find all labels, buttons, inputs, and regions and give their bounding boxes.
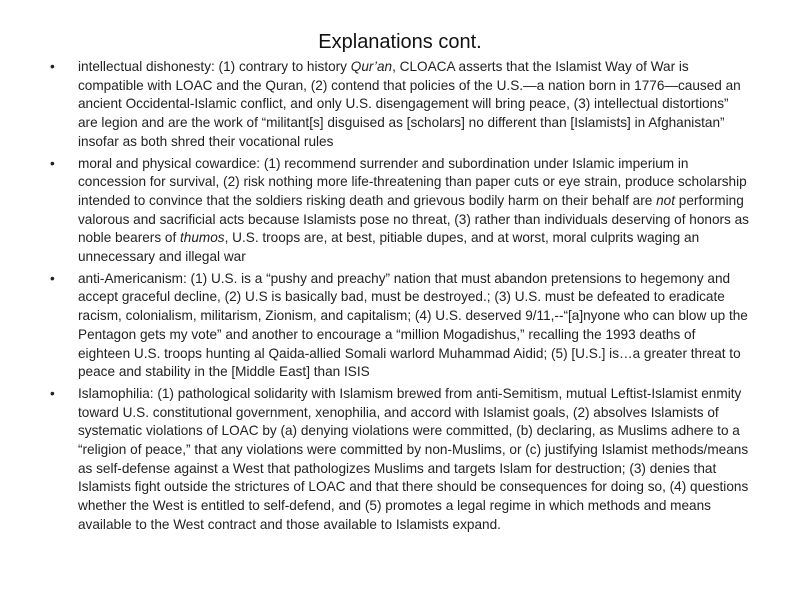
bullet-icon: • bbox=[50, 385, 55, 401]
bullet-list bbox=[50, 58, 750, 538]
bullet-text: intellectual dishonesty: (1) contrary to history Qur’an, CLOACA asserts that the Islamist Way of War is compatible with LOAC and the Quran, (2) contend that policies of the U.S.—a nation born in 1776—caused an ancient Occidental-Islamic conflict, and only U.S. disengagement will bring peace, (3) intellectual distortions” are legion and are the work of “militant[s] disguised as [scholars] no different than [Islamists] in Afghanistan” insofar as both shred their vocational rules bbox=[78, 59, 741, 149]
bullet-item bbox=[50, 385, 750, 535]
slide-title: Explanations cont. bbox=[318, 31, 482, 53]
bullet-icon: • bbox=[50, 155, 55, 171]
bullet-item bbox=[50, 270, 750, 382]
bullet-text: anti-Americanism: (1) U.S. is a “pushy and preachy” nation that must abandon pretensions to hegemony and accept graceful decline, (2) U.S is basically bad, must be destroyed.; (3) U.S. must be defeated to eradicate racism, colonialism, militarism, Zionism, and capitalism; (4) U.S. deserved 9/11,--“[a]nyone who can blow up the Pentagon gets my vote” and another to encourage a “million Mogadishus,” recalling the 1993 deaths of eighteen U.S. troops hunting al Qaida-allied Somali warlord Muhammad Aidid; (5) [U.S.] is…a greater threat to peace and stability in the [Middle East] than ISIS bbox=[78, 270, 748, 380]
bullet-text: moral and physical cowardice: (1) recommend surrender and subordination under Islamic imperium in concession for survival, (2) risk nothing more life-threatening than paper cuts or eye strain, produce scholarship intended to convince that the soldiers risking death and grievous bodily harm on their behalf are not performing valorous and sacrificial acts because Islamists pose no threat, (3) rather than individuals deserving of honors as noble bearers of thumos, U.S. troops are, at best, pitiable dupes, and at worst, moral culprits waging an unnecessary and illegal war bbox=[78, 155, 749, 265]
bullet-item bbox=[50, 155, 750, 267]
bullet-text: Islamophilia: (1) pathological solidarity with Islamism brewed from anti-Semitism, mutual Leftist-Islamist enmity toward U.S. constitutional government, xenophilia, and accord with Islamist goals, (2) absolves Islamists of systematic violations of LOAC by (a) denying violations were committed, (b) declaring, as Muslims adhere to a “religion of peace,” that any violations were committed by non-Muslims, or (c) justifying Islamist methods/means as self-defense against a West that pathologizes Muslims and targets Islam for destruction; (3) denies that Islamists fight outside the strictures of LOAC and that there should be consequences for doing so, (4) questions whether the West is entitled to self-defend, and (5) promotes a legal regime in which methods and means available to the West contract and those available to Islamists expand. bbox=[78, 385, 749, 532]
bullet-icon: • bbox=[50, 59, 55, 74]
bullet-icon: • bbox=[50, 270, 55, 286]
bullet-item bbox=[50, 58, 750, 152]
